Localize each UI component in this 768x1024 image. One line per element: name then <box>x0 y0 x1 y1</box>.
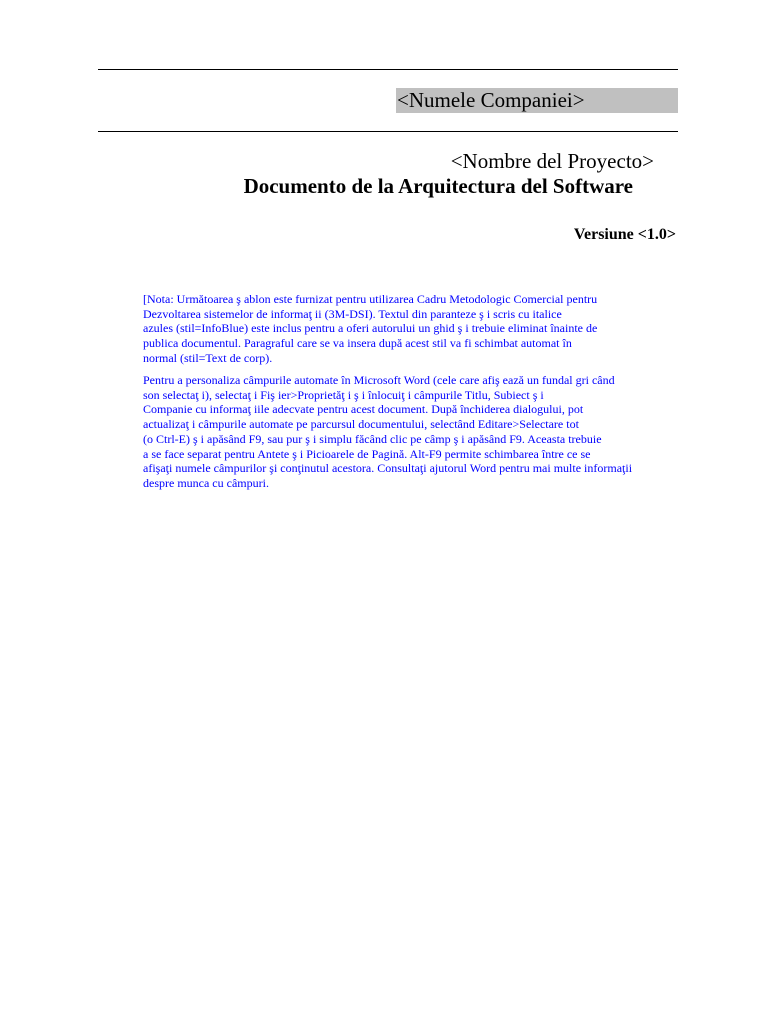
note-line: a se face separat pentru Antete ş i Picioarele de Pagină. Alt-F9 permite schimbarea între ce se <box>143 446 591 461</box>
note-line: (o Ctrl-E) ş i apăsând F9, sau pur ş i simplu făcând clic pe câmp ş i apăsând F9. Aceasta trebuie <box>143 431 602 446</box>
template-note-paragraph-2 <box>143 373 663 491</box>
note-line: Dezvoltarea sistemelor de informaţ ii (3M-DSI). Textul din paranteze ş i scris cu italice <box>143 306 562 321</box>
note-line: publica documentul. Paragraful care se va insera după acest stil va fi schimbat automat în <box>143 336 572 351</box>
note-line: normal (stil=Text de corp). <box>143 350 273 365</box>
note-line: [Nota: Următoarea ş ablon este furnizat pentru utilizarea Cadru Metodologic Comercial pentru <box>143 292 598 306</box>
template-note-paragraph-1 <box>143 292 663 366</box>
company-name: <Numele Companiei> <box>397 88 585 112</box>
note-line: despre munca cu câmpuri. <box>143 475 269 490</box>
header-top-rule <box>98 69 678 70</box>
note-line: azules (stil=InfoBlue) este inclus pentru a oferi autorului un ghid ş i trebuie eliminat înainte de <box>143 321 598 336</box>
header-bottom-rule <box>98 131 678 132</box>
document-version: Versiune <1.0> <box>573 226 676 243</box>
note-line: Companie cu informaţ iile adecvate pentru acest document. După închiderea dialogului, pot <box>143 402 584 417</box>
note-line: son selectaţ i), selectaţ i Fiş ier>Proprietăţ i ş i înlocuiţ i câmpurile Titlu, Subiect ş i <box>143 387 544 402</box>
document-title: Documento de la Arquitectura del Software <box>243 174 633 198</box>
note-line: actualizaţ i câmpurile automate pe parcursul documentului, selectând Editare>Selectare tot <box>143 417 579 432</box>
project-name: <Nombre del Proyecto> <box>450 149 654 173</box>
note-line: afişaţi numele câmpurilor şi conţinutul acestora. Consultaţi ajutorul Word pentru mai multe informaţii <box>143 461 633 476</box>
note-line: Pentru a personaliza câmpurile automate în Microsoft Word (cele care afiş ează un fundal gri când <box>143 373 615 387</box>
